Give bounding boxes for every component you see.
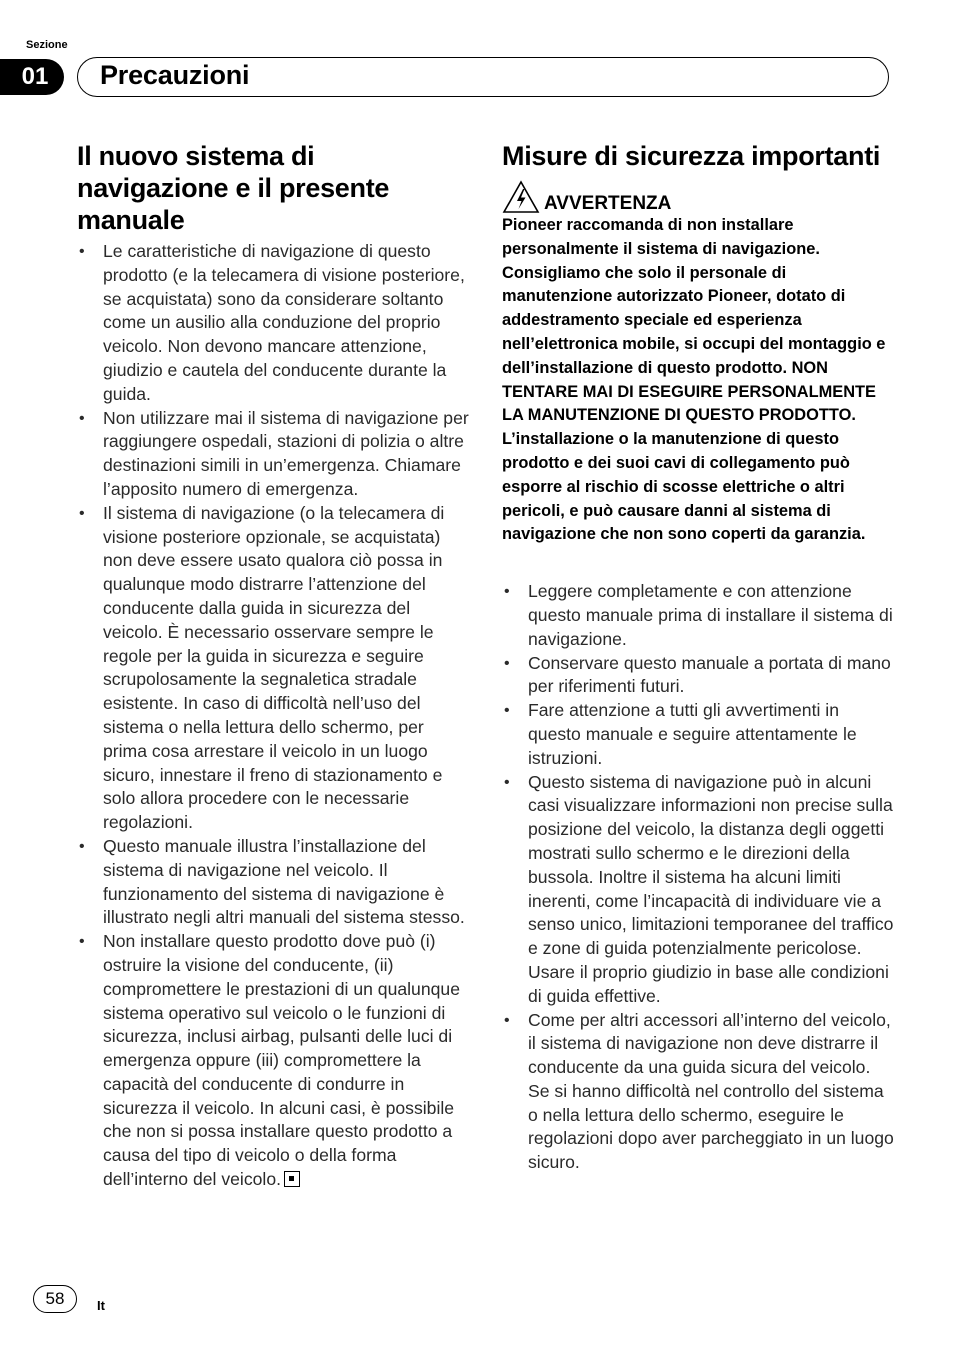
list-item-text: Questo manuale illustra l’installazione del sistema di navigazione nel veicolo. Il funzionamento del sistema di navigazione è illustrato negli altri manuali del sistema stesso. (103, 835, 465, 928)
list-item (77, 930, 469, 1192)
bullet-icon: • (504, 702, 510, 720)
warning-title: AVVERTENZA (544, 193, 672, 214)
list-item-text: Le caratteristiche di navigazione di questo prodotto (e la telecamera di visione posteriore, se acquistata) sono da considerare soltanto come un ausilio alla conduzione del proprio veicolo. Non devono mancare attenzione, giudizio e cautela del conducente durante la guida. (103, 241, 465, 404)
section-title: Precauzioni (100, 60, 250, 90)
bullet-icon: • (79, 837, 85, 855)
bullet-icon: • (504, 654, 510, 672)
list-item (77, 835, 469, 930)
list-item-text: Conservare questo manuale a portata di mano per riferimenti futuri. (528, 652, 891, 697)
right-heading: Misure di sicurezza importanti (502, 141, 881, 171)
list-item (502, 771, 894, 1009)
bullet-icon: • (79, 243, 85, 260)
list-item (77, 407, 469, 502)
language-code: It (97, 1298, 105, 1313)
bullet-icon: • (79, 933, 85, 951)
list-item (77, 240, 469, 407)
list-item-text: Leggere completamente e con attenzione questo manuale prima di installare il sistema di navigazione. (528, 581, 893, 649)
list-item (502, 652, 894, 700)
bullet-icon: • (504, 1011, 510, 1029)
list-item-text: Non utilizzare mai il sistema di navigazione per raggiungere ospedali, stazioni di polizia o altre destinazioni simili in un’emergenza. Chiamare l’apposito numero di emergenza. (103, 407, 469, 499)
page-number: 58 (33, 1285, 77, 1313)
list-item-text: Non installare questo prodotto dove può (i) ostruire la visione del conducente, (ii) compromettere le prestazioni di un qualunque sistema operativo sul veicolo o le funzioni di sicurezza, inclusi airbag, pulsanti delle luci di emergenza oppure (iii) compromettere la capacità del conducente di condurre in sicurezza il veicolo. In alcuni casi, è possibile che non si possa installare questo prodotto a causa del tipo di veicolo o della forma dell’interno del veicolo. (103, 931, 460, 1190)
bullet-icon: • (504, 583, 510, 601)
right-column (502, 140, 894, 1175)
warning-text: Pioneer raccomanda di non installare personalmente il sistema di navigazione. Consigliamo che solo il personale di manutenzione autorizzato Pioneer, dotato di addestramento speciale ed esperienza nell’elettronica mobile, si occupi del montaggio e dell’installazione di questo prodotto. NON TENTARE MAI DI ESEGUIRE PERSONALMENTE LA MANUTENZIONE DI QUESTO PRODOTTO. L’installazione o la manutenzione di questo prodotto e dei suoi cavi di collegamento può esporre al rischio di scosse elettriche o altri pericoli, e può causare danni al sistema di navigazione che non sono coperti da garanzia. (502, 216, 886, 544)
bullet-icon: • (79, 409, 85, 427)
list-item-text: Questo sistema di navigazione può in alcuni casi visualizzare informazioni non precise sulla posizione del veicolo, la distanza degli oggetti mostrati sullo schermo e le direzioni della bussola. Inoltre il sistema ha alcuni limiti inerenti, come l’incapacità di individuare vie a senso unico, limitazioni temporanee del traffico e zone di guida potenzialmente pericolose. Usare il proprio giudizio in base alle condizioni di guida effettive. (528, 771, 894, 1006)
list-item (502, 1009, 894, 1176)
left-column (77, 140, 469, 1192)
warning-header (502, 180, 894, 214)
list-item (502, 699, 894, 770)
list-item-text: Fare attenzione a tutti gli avvertimenti in questo manuale e seguire attentamente le istruzioni. (528, 700, 857, 768)
left-heading: Il nuovo sistema di navigazione e il presente manuale (77, 141, 390, 235)
list-item-text: Il sistema di navigazione (o la telecamera di visione posteriore opzionale, se acquistata) non deve essere usato qualora ciò possa in qualunque modo distrarre l’attenzione del conducente dalla guida in sicurezza del veicolo. È necessario osservare sempre le regole per la guida in sicurezza e seguire scrupolosamente la segnaletica stradale esistente. In caso di difficoltà nell’uso del sistema o nella lettura dello schermo, per prima cosa arrestare il veicolo in un luogo sicuro, innestare il freno di stazionamento e solo allora procedere con le necessarie regolazioni. (103, 502, 445, 833)
section-title-box (77, 57, 889, 97)
section-number-tab: 01 (0, 59, 64, 95)
right-bullet-list (502, 580, 894, 1175)
list-item-text: Come per altri accessori all’interno del veicolo, il sistema di navigazione non deve distrarre il conducente da una guida sicura del veicolo. Se si hanno difficoltà nel controllo del sistema o nella lettura dello schermo, eseguire le regolazioni dopo aver parcheggiato in un luogo sicuro. (528, 1009, 894, 1173)
list-item (77, 502, 469, 835)
bullet-icon: • (79, 504, 85, 522)
section-label: Sezione (26, 39, 68, 51)
warning-triangle-icon (502, 180, 540, 214)
left-bullet-list (77, 240, 469, 1192)
end-of-section-icon (284, 1171, 300, 1187)
bullet-icon: • (504, 773, 510, 791)
list-item (502, 580, 894, 651)
